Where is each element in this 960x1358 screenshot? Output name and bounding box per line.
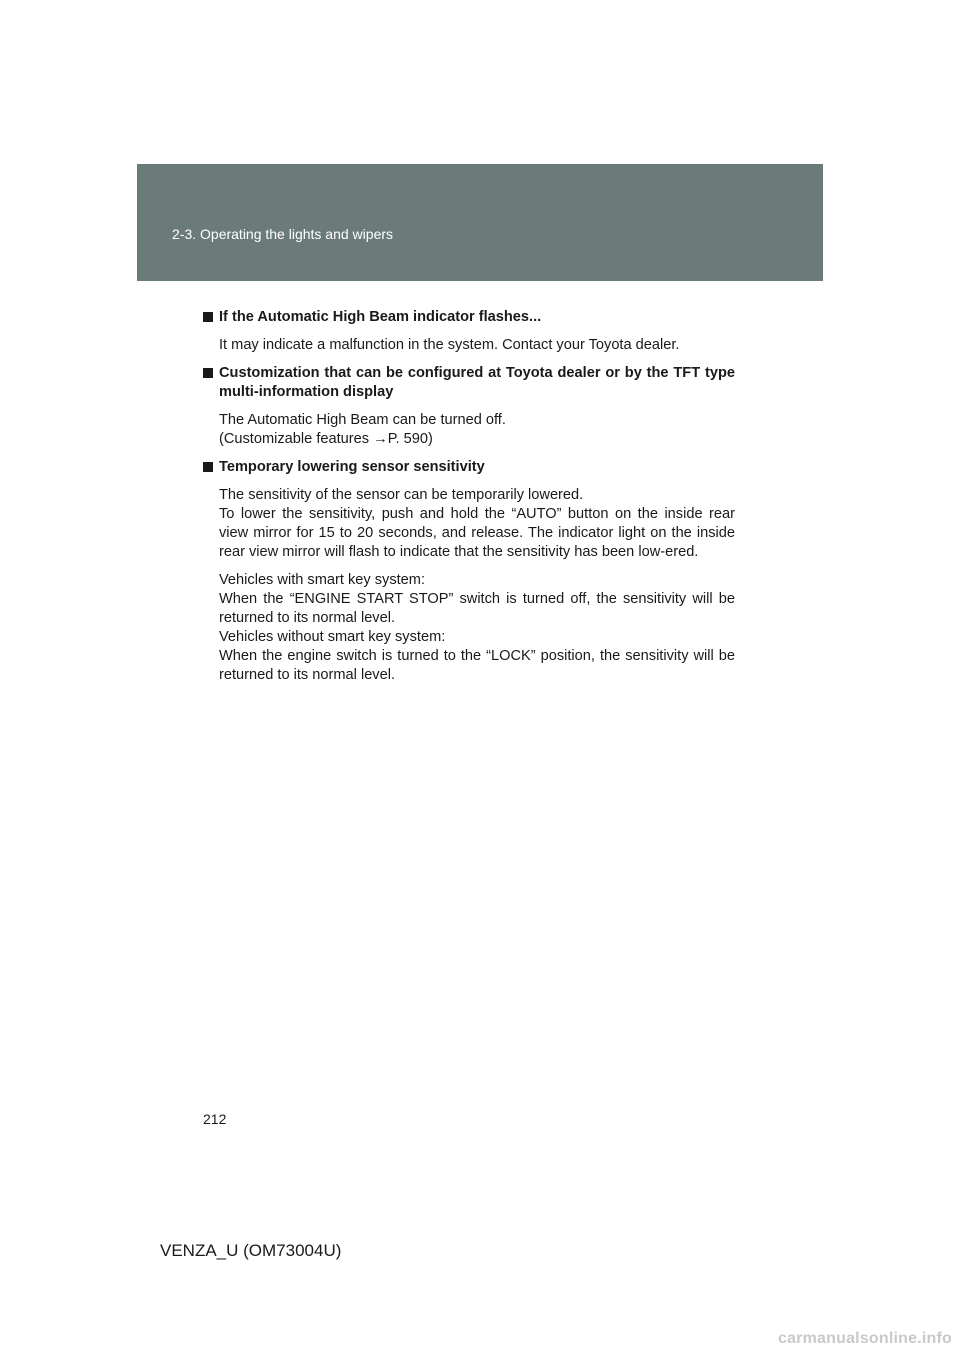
paragraph: The sensitivity of the sensor can be temporarily lowered. To lower the sensitivity, push and hold the “AUTO” button on the inside rear view mirror for 15 to 20 seconds, and release. The indicator light on the inside rear view mirror will flash to indicate that the sensitivity has been low-ered.: [219, 487, 735, 560]
square-bullet-icon: [203, 368, 213, 378]
watermark-link[interactable]: carmanualsonline.info: [777, 1330, 952, 1347]
paragraph: The Automatic High Beam can be turned off. (Customizable features →P. 590): [219, 412, 506, 447]
header-band: [137, 164, 823, 281]
paragraph: Vehicles with smart key system: When the “ENGINE START STOP” switch is turned off, the sensitivity will be returned to its normal level. Vehicles without smart key system: When the engine switch is turned to the “LOCK” position, the sensitivity will be returned to its normal level.: [219, 572, 735, 683]
content: [203, 308, 735, 685]
square-bullet-icon: [203, 462, 213, 472]
square-bullet-icon: [203, 312, 213, 322]
page-number: 212: [203, 1111, 227, 1127]
document-code: VENZA_U (OM73004U): [160, 1241, 342, 1260]
section-heading: Temporary lowering sensor sensitivity: [203, 458, 735, 477]
section-heading: Customization that can be configured at Toyota dealer or by the TFT type multi-information display: [203, 364, 735, 402]
section-heading: If the Automatic High Beam indicator flashes...: [203, 308, 735, 327]
section-title: 2-3. Operating the lights and wipers: [172, 226, 394, 242]
paragraph: It may indicate a malfunction in the system. Contact your Toyota dealer.: [219, 337, 680, 353]
